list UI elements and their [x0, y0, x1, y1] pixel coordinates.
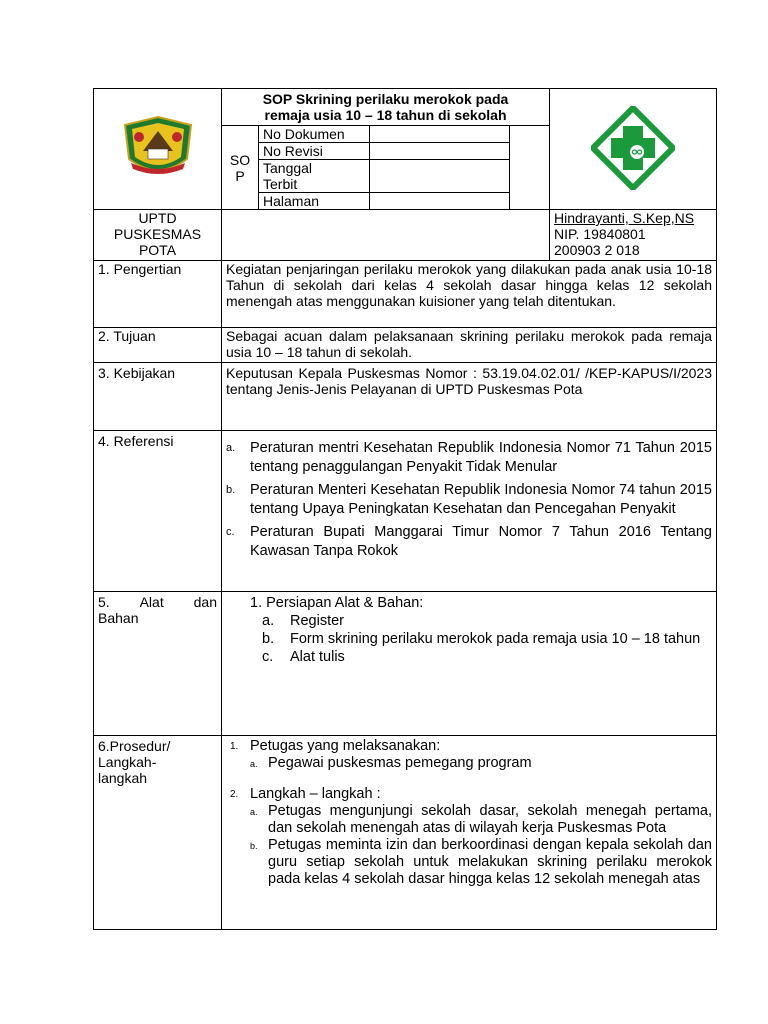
field-label-no-dokumen: No Dokumen: [259, 126, 369, 143]
signer-cell: [550, 210, 717, 261]
prosedur-text: Pegawai puskesmas pemegang program: [268, 755, 532, 771]
field-row: [259, 143, 510, 160]
right-logo-cell: [550, 89, 717, 210]
alat-item: [262, 612, 712, 630]
alat-text: Alat tulis: [290, 649, 345, 665]
alat-item: [262, 648, 712, 666]
list-marker: b.: [226, 484, 236, 496]
sop-table: [93, 88, 717, 930]
sop-fields-table: [259, 126, 510, 209]
sop-title: [222, 89, 549, 125]
prosedur-2-item: [230, 803, 712, 837]
prosedur-2-item: [230, 837, 712, 888]
alat-item: [262, 630, 712, 648]
sop-document: [93, 88, 715, 929]
sop-label: [222, 126, 259, 209]
field-value-tanggal-terbit: [369, 160, 510, 193]
prosedur-step-1: [230, 738, 712, 755]
field-value-no-dokumen: [369, 126, 510, 143]
alat-text: Form skrining perilaku merokok pada remaja usia 10 – 18 tahun: [290, 631, 701, 647]
title-line-2: remaja usia 10 – 18 tahun di sekolah: [264, 107, 507, 123]
prosedur-cell: [222, 736, 717, 930]
regency-emblem-icon: [121, 115, 195, 181]
signer-nip-2: 200903 2 018: [554, 242, 640, 258]
alat-list: [250, 612, 712, 666]
sop-fields: [259, 126, 510, 209]
prosedur-text: Petugas meminta izin dan berkoordinasi dengan kepala sekolah dan guru setiap sekolah untuk melakukan skrining perilaku merokok pada kelas 4 sekolah dasar hingga kelas 12 sekolah menegah atas: [268, 837, 712, 887]
alat-cell: [222, 592, 717, 736]
sop-label-line-2: P: [235, 167, 245, 184]
title-line-1: SOP Skrining perilaku merokok pada: [262, 91, 509, 107]
alat-text: Register: [290, 613, 344, 629]
puskesmas-logo-icon: [591, 106, 675, 190]
referensi-text: Peraturan Bupati Manggarai Timur Nomor 7 Tahun 2016 Tentang Kawasan Tanpa Rokok: [250, 524, 712, 559]
tujuan-label: 2. Tujuan: [94, 328, 222, 363]
referensi-list: [226, 439, 712, 561]
list-marker: c.: [262, 649, 274, 665]
field-label-halaman: Halaman: [259, 193, 369, 210]
pengertian-label: 1. Pengertian: [94, 261, 222, 328]
list-marker: 2.: [230, 789, 239, 800]
list-marker: b.: [262, 631, 275, 647]
unit-cell: [94, 210, 222, 261]
prosedur-step-2: [230, 786, 712, 803]
prosedur-label: [94, 736, 222, 930]
prosedur-label-2: Langkah-: [98, 754, 157, 770]
list-marker: a.: [250, 759, 258, 769]
signature-blank-cell: [222, 210, 550, 261]
prosedur-1-item: [230, 755, 712, 772]
prosedur-label-1: 6.Prosedur/: [98, 738, 171, 754]
prosedur-text: Petugas mengunjungi sekolah dasar, sekolah menegah pertama, dan sekolah menengah atas di wilayah kerja Puskesmas Pota: [268, 803, 712, 836]
list-marker: a.: [250, 807, 258, 817]
referensi-item: [226, 439, 712, 477]
referensi-cell: [222, 431, 717, 592]
spacer: [230, 772, 712, 786]
list-marker: a.: [226, 442, 236, 454]
referensi-item: [226, 481, 712, 519]
referensi-text: Peraturan Menteri Kesehatan Republik Indonesia Nomor 74 tahun 2015 tentang Upaya Peningkatan Kesehatan dan Pencegahan Penyakit: [250, 482, 712, 517]
title-cell: [222, 89, 550, 210]
alat-heading: 1. Persiapan Alat & Bahan:: [250, 595, 424, 611]
referensi-text: Peraturan mentri Kesehatan Republik Indonesia Nomor 71 Tahun 2015 tentang penaggulangan Penyakit Tidak Menular: [250, 440, 712, 475]
list-marker: 1.: [230, 741, 239, 752]
alat-label-num: 5.: [98, 594, 110, 610]
alat-label: [94, 592, 222, 736]
signer-name: Hindrayanti, S.Kep,NS: [554, 210, 695, 226]
left-logo-cell: [94, 89, 222, 210]
sop-meta: [222, 125, 549, 209]
field-label-no-revisi: No Revisi: [259, 143, 369, 160]
field-value-no-revisi: [369, 143, 510, 160]
kebijakan-label: 3. Kebijakan: [94, 363, 222, 431]
unit-line-1: UPTD: [138, 210, 177, 226]
list-marker: c.: [226, 526, 235, 538]
field-row: [259, 126, 510, 143]
unit-line-3: POTA: [138, 242, 177, 258]
alat-label-word-3: Bahan: [98, 610, 139, 626]
field-label-tanggal-terbit: Tanggal Terbit: [259, 160, 369, 193]
kebijakan-text: Keputusan Kepala Puskesmas Nomor : 53.19.04.02.01/ /KEP-KAPUS/I/2023 tentang Jenis-Jenis Pelayanan di UPTD Puskesmas Pota: [222, 363, 717, 431]
field-value-halaman: [369, 193, 510, 210]
pengertian-text: Kegiatan penjaringan perilaku merokok yang dilakukan pada anak usia 10-18 Tahun di sekolah dari kelas 4 sekolah dasar hingga kelas 12 sekolah menengah atas menggunakan kuisioner yang telah ditentukan.: [222, 261, 717, 328]
sop-label-line-1: SO: [229, 151, 251, 168]
field-row: [259, 160, 510, 193]
alat-label-word-2: dan: [193, 594, 217, 610]
list-marker: a.: [262, 613, 275, 629]
prosedur-heading-2: Langkah – langkah :: [250, 786, 381, 802]
prosedur-label-3: langkah: [98, 770, 148, 786]
alat-label-word-1: Alat: [139, 594, 164, 610]
tujuan-text: Sebagai acuan dalam pelaksanaan skrining perilaku merokok pada remaja usia 10 – 18 tahun di sekolah.: [222, 328, 717, 363]
field-row: [259, 193, 510, 210]
unit-line-2: PUSKESMAS: [113, 226, 202, 242]
referensi-item: [226, 523, 712, 561]
referensi-label: 4. Referensi: [94, 431, 222, 592]
list-marker: b.: [250, 841, 258, 851]
signer-nip-1: NIP. 19840801: [554, 226, 646, 242]
prosedur-heading-1: Petugas yang melaksanakan:: [250, 738, 441, 754]
alat-label-line: [98, 594, 217, 610]
